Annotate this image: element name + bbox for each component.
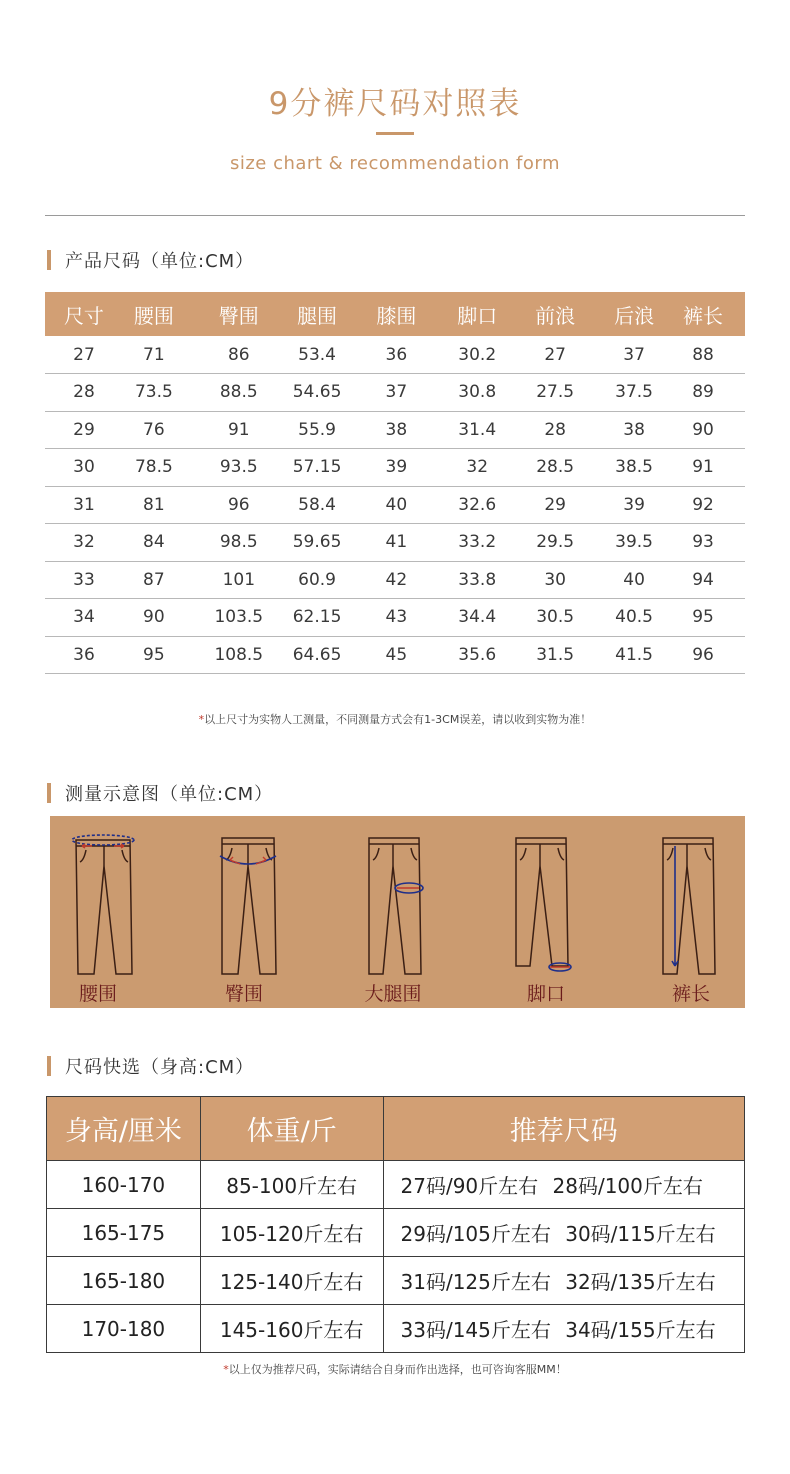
table-cell: 98.5: [185, 524, 293, 562]
diagram-section-title: 测量示意图（单位:CM）: [65, 784, 274, 805]
table-cell: 39: [607, 486, 661, 524]
table-cell: 29.5: [503, 524, 607, 562]
table-cell: 92: [661, 486, 745, 524]
col-header: 推荐尺码: [383, 1097, 744, 1161]
table-row: [47, 1305, 745, 1353]
title-underline: [376, 132, 414, 135]
pants-thigh-icon: [357, 826, 437, 976]
table-cell: 88: [661, 336, 745, 374]
label-hip: 臀围: [224, 983, 263, 1005]
diagram-section-heading: [47, 781, 273, 805]
table-cell: 40: [341, 486, 451, 524]
col-header: 后浪: [607, 292, 661, 336]
pants-hem-icon: [504, 826, 584, 976]
col-header: 腿围: [293, 292, 342, 336]
table-cell: 93.5: [185, 449, 293, 487]
table-row: [45, 336, 745, 374]
table-cell: 35.6: [451, 636, 503, 674]
page-subtitle: size chart & recommendation form: [229, 153, 561, 174]
table-cell: 31: [45, 486, 123, 524]
table-cell: 85-100斤左右: [200, 1161, 383, 1209]
table-cell: 90: [123, 599, 185, 637]
table-cell: 93: [661, 524, 745, 562]
table-row: [45, 561, 745, 599]
table-cell: 88.5: [185, 374, 293, 412]
table-cell: 62.15: [293, 599, 342, 637]
size-note: [0, 711, 790, 727]
table-cell: 96: [661, 636, 745, 674]
table-cell: 84: [123, 524, 185, 562]
table-cell: 31.4: [451, 411, 503, 449]
table-cell: 60.9: [293, 561, 342, 599]
size-section-heading: [47, 248, 254, 272]
table-cell: 39.5: [607, 524, 661, 562]
table-cell: 33码/145斤左右 34码/155斤左右: [383, 1305, 744, 1353]
table-cell: 145-160斤左右: [200, 1305, 383, 1353]
pants-length-icon: [651, 826, 731, 976]
table-cell: 91: [185, 411, 293, 449]
table-cell: 34: [45, 599, 123, 637]
col-header: 裤长: [661, 292, 745, 336]
table-row: [45, 449, 745, 487]
table-row: [45, 411, 745, 449]
table-cell: 59.65: [293, 524, 342, 562]
table-cell: 64.65: [293, 636, 342, 674]
section-marker: [47, 1056, 51, 1076]
table-cell: 30.5: [503, 599, 607, 637]
table-cell: 36: [341, 336, 451, 374]
col-header: 膝围: [341, 292, 451, 336]
table-cell: 89: [661, 374, 745, 412]
table-cell: 90: [661, 411, 745, 449]
table-row: [45, 599, 745, 637]
table-cell: 33.2: [451, 524, 503, 562]
table-row: [45, 524, 745, 562]
section-marker: [47, 783, 51, 803]
table-cell: 30.8: [451, 374, 503, 412]
table-cell: 37: [607, 336, 661, 374]
table-cell: 40: [607, 561, 661, 599]
table-cell: 43: [341, 599, 451, 637]
table-cell: 27: [503, 336, 607, 374]
table-row: [45, 636, 745, 674]
table-cell: 36: [45, 636, 123, 674]
col-header: 腰围: [123, 292, 185, 336]
quick-table-header: [47, 1097, 745, 1161]
table-cell: 87: [123, 561, 185, 599]
table-row: [45, 486, 745, 524]
table-cell: 37.5: [607, 374, 661, 412]
pants-waist-icon: [68, 826, 148, 976]
size-section-title: 产品尺码（单位:CM）: [65, 251, 255, 272]
table-cell: 73.5: [123, 374, 185, 412]
table-cell: 28.5: [503, 449, 607, 487]
table-cell: 86: [185, 336, 293, 374]
label-thigh: 大腿围: [364, 983, 422, 1005]
table-cell: 33: [45, 561, 123, 599]
table-cell: 108.5: [185, 636, 293, 674]
col-header: 前浪: [503, 292, 607, 336]
table-cell: 170-180: [47, 1305, 201, 1353]
table-cell: 33.8: [451, 561, 503, 599]
table-cell: 53.4: [293, 336, 342, 374]
quick-note-text: 以上仅为推荐尺码，实际请结合自身而作出选择，也可咨询客服MM！: [228, 1363, 567, 1376]
size-table-header: [45, 292, 745, 336]
table-cell: 30: [503, 561, 607, 599]
table-cell: 95: [661, 599, 745, 637]
table-cell: 30: [45, 449, 123, 487]
table-cell: 41.5: [607, 636, 661, 674]
table-cell: 32: [451, 449, 503, 487]
page-title: 9分裤尺码对照表: [268, 86, 522, 122]
table-cell: 27码/90斤左右 28码/100斤左右: [383, 1161, 744, 1209]
quick-section-heading: [47, 1054, 254, 1078]
table-cell: 103.5: [185, 599, 293, 637]
table-cell: 39: [341, 449, 451, 487]
table-cell: 91: [661, 449, 745, 487]
table-cell: 125-140斤左右: [200, 1257, 383, 1305]
table-cell: 27.5: [503, 374, 607, 412]
label-hem: 脚口: [526, 983, 565, 1005]
col-header: 身高/厘米: [47, 1097, 201, 1161]
col-header: 尺寸: [45, 292, 123, 336]
table-cell: 165-180: [47, 1257, 201, 1305]
note-star: *: [198, 713, 205, 726]
table-cell: 55.9: [293, 411, 342, 449]
note-star: *: [223, 1363, 229, 1376]
table-row: [47, 1161, 745, 1209]
table-cell: 29码/105斤左右 30码/115斤左右: [383, 1209, 744, 1257]
table-cell: 42: [341, 561, 451, 599]
table-cell: 95: [123, 636, 185, 674]
table-cell: 45: [341, 636, 451, 674]
table-cell: 30.2: [451, 336, 503, 374]
table-cell: 37: [341, 374, 451, 412]
table-cell: 57.15: [293, 449, 342, 487]
table-cell: 32.6: [451, 486, 503, 524]
table-cell: 41: [341, 524, 451, 562]
table-cell: 165-175: [47, 1209, 201, 1257]
table-cell: 38: [341, 411, 451, 449]
table-cell: 34.4: [451, 599, 503, 637]
quick-section-title: 尺码快选（身高:CM）: [65, 1057, 255, 1078]
table-cell: 31码/125斤左右 32码/135斤左右: [383, 1257, 744, 1305]
table-row: [45, 374, 745, 412]
table-row: [47, 1209, 745, 1257]
col-header: 脚口: [451, 292, 503, 336]
quick-size-table: [46, 1096, 745, 1353]
table-cell: 78.5: [123, 449, 185, 487]
table-cell: 105-120斤左右: [200, 1209, 383, 1257]
table-cell: 32: [45, 524, 123, 562]
table-cell: 160-170: [47, 1161, 201, 1209]
pants-hip-icon: [212, 826, 292, 976]
table-cell: 31.5: [503, 636, 607, 674]
table-row: [47, 1257, 745, 1305]
table-cell: 38: [607, 411, 661, 449]
label-waist: 腰围: [78, 983, 117, 1005]
section-marker: [47, 250, 51, 270]
table-cell: 28: [503, 411, 607, 449]
table-cell: 29: [45, 411, 123, 449]
table-cell: 96: [185, 486, 293, 524]
table-cell: 94: [661, 561, 745, 599]
table-cell: 54.65: [293, 374, 342, 412]
measurement-diagram: [50, 816, 745, 1008]
table-cell: 76: [123, 411, 185, 449]
header-divider: [45, 215, 745, 216]
table-cell: 71: [123, 336, 185, 374]
table-cell: 27: [45, 336, 123, 374]
quick-note: [0, 1361, 790, 1377]
size-note-text: 以上尺寸为实物人工测量，不同测量方式会有1-3CM误差，请以收到实物为准！: [204, 713, 592, 726]
size-table: [45, 292, 745, 674]
table-cell: 29: [503, 486, 607, 524]
table-cell: 81: [123, 486, 185, 524]
table-cell: 58.4: [293, 486, 342, 524]
table-cell: 101: [185, 561, 293, 599]
table-cell: 28: [45, 374, 123, 412]
table-cell: 40.5: [607, 599, 661, 637]
label-length: 裤长: [671, 983, 710, 1005]
col-header: 体重/斤: [200, 1097, 383, 1161]
col-header: 臀围: [185, 292, 293, 336]
table-cell: 38.5: [607, 449, 661, 487]
